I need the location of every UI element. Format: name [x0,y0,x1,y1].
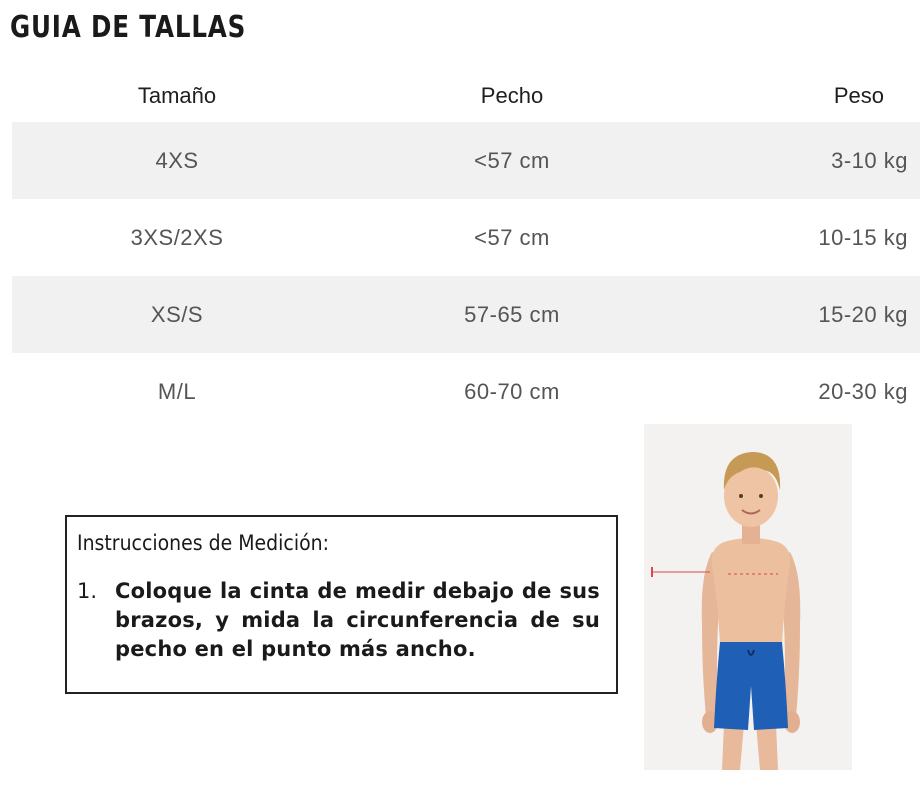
page-title: GUIA DE TALLAS [10,10,247,45]
table-row [12,276,920,353]
torso [712,538,791,644]
header-weight: Peso [833,83,884,108]
header-size: Tamaño [137,83,217,108]
right-eye [759,494,763,498]
left-eye [739,494,743,498]
table-row [12,353,920,430]
model-photo [644,424,852,770]
cell-weight: 15-20 kg [818,301,908,327]
instruction-number: 1. [77,579,98,603]
cell-size: 3XS/2XS [130,224,224,250]
table-header [12,70,920,122]
header-chest: Pecho [480,83,544,108]
cell-weight: 20-30 kg [818,378,908,404]
cell-chest: 57-65 cm [464,301,560,327]
child-model-illustration [644,424,852,770]
left-leg [722,724,744,770]
cell-weight: 3-10 kg [831,147,908,173]
instruction-text: Coloque la cinta de medir debajo de sus brazos, y mida la circunferencia de su pecho en el punto más ancho. [115,579,600,661]
instructions-title: Instrucciones de Medición: [77,531,329,555]
table-row [12,122,920,199]
cell-size: 4XS [155,147,199,173]
right-leg [756,724,778,770]
instruction-item [77,577,600,664]
cell-size: XS/S [150,301,204,327]
size-table [12,70,920,430]
cell-chest: 60-70 cm [464,378,560,404]
table-row [12,199,920,276]
measurement-instructions-box [65,515,618,694]
cell-chest: <57 cm [474,147,550,173]
cell-chest: <57 cm [474,224,550,250]
cell-weight: 10-15 kg [818,224,908,250]
cell-size: M/L [157,378,197,404]
